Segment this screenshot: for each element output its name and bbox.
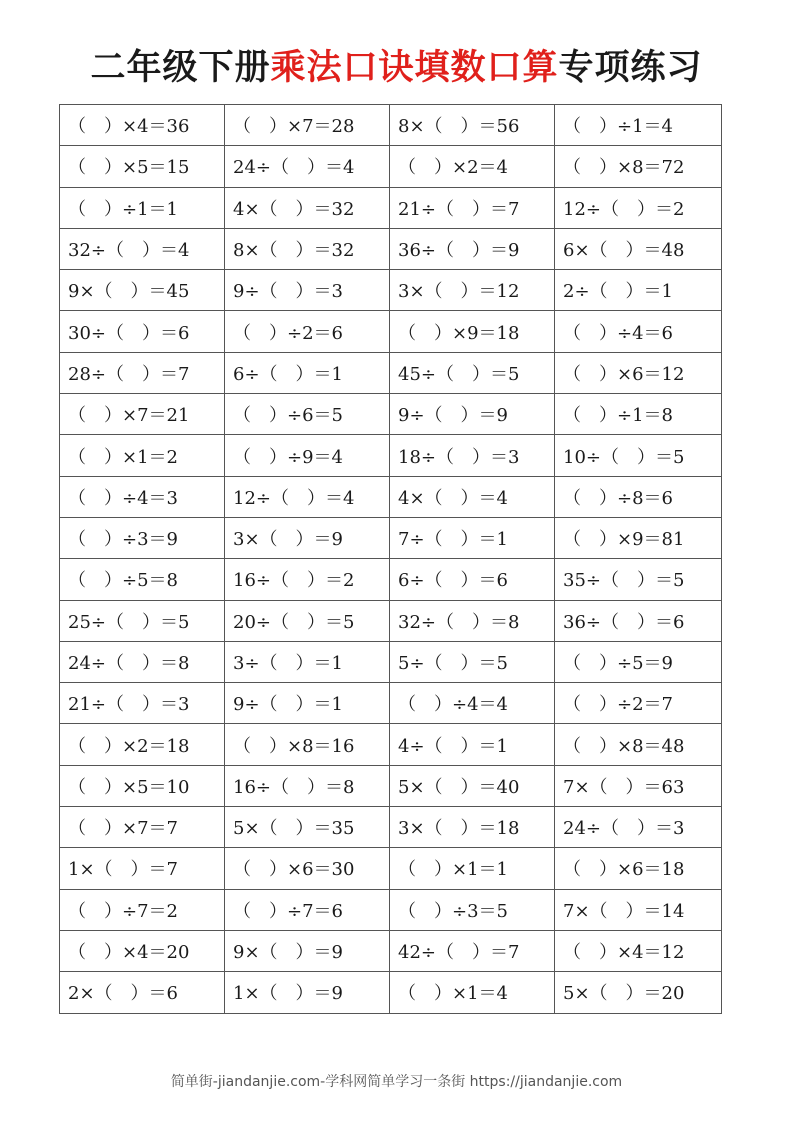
exercise-cell: 3×（ ）＝18 bbox=[390, 807, 555, 848]
exercise-cell: 7×（ ）＝14 bbox=[555, 889, 722, 930]
exercise-cell: 18÷（ ）＝3 bbox=[390, 435, 555, 476]
table-row bbox=[60, 187, 722, 228]
table-row bbox=[60, 311, 722, 352]
exercise-cell: 30÷（ ）＝6 bbox=[60, 311, 225, 352]
exercise-cell: 3×（ ）＝12 bbox=[390, 270, 555, 311]
table-row bbox=[60, 930, 722, 971]
table-row bbox=[60, 476, 722, 517]
table-row bbox=[60, 889, 722, 930]
table-row bbox=[60, 600, 722, 641]
exercise-cell: （ ）÷5＝8 bbox=[60, 559, 225, 600]
table-row bbox=[60, 683, 722, 724]
exercise-cell: （ ）÷2＝6 bbox=[225, 311, 390, 352]
table-row bbox=[60, 228, 722, 269]
exercise-cell: 28÷（ ）＝7 bbox=[60, 352, 225, 393]
exercise-cell: 21÷（ ）＝7 bbox=[390, 187, 555, 228]
exercise-cell: （ ）×7＝7 bbox=[60, 807, 225, 848]
exercise-cell: （ ）×2＝4 bbox=[390, 146, 555, 187]
exercise-cell: 36÷（ ）＝9 bbox=[390, 228, 555, 269]
exercise-cell: 9÷（ ）＝1 bbox=[225, 683, 390, 724]
exercise-cell: 7×（ ）＝63 bbox=[555, 765, 722, 806]
exercise-cell: 4×（ ）＝32 bbox=[225, 187, 390, 228]
exercise-cell: 16÷（ ）＝2 bbox=[225, 559, 390, 600]
exercise-cell: （ ）×6＝18 bbox=[555, 848, 722, 889]
exercise-cell: 32÷（ ）＝8 bbox=[390, 600, 555, 641]
exercise-cell: 5×（ ）＝20 bbox=[555, 972, 722, 1013]
exercise-cell: 6÷（ ）＝6 bbox=[390, 559, 555, 600]
table-row bbox=[60, 517, 722, 558]
exercise-cell: 1×（ ）＝9 bbox=[225, 972, 390, 1013]
exercise-cell: 8×（ ）＝32 bbox=[225, 228, 390, 269]
exercise-cell: （ ）÷8＝6 bbox=[555, 476, 722, 517]
exercise-cell: （ ）×6＝30 bbox=[225, 848, 390, 889]
exercise-cell: （ ）×5＝10 bbox=[60, 765, 225, 806]
exercise-cell: （ ）÷4＝6 bbox=[555, 311, 722, 352]
exercise-cell: （ ）×1＝4 bbox=[390, 972, 555, 1013]
exercise-cell: （ ）÷1＝8 bbox=[555, 394, 722, 435]
exercise-cell: （ ）×4＝12 bbox=[555, 930, 722, 971]
exercise-cell: （ ）÷7＝2 bbox=[60, 889, 225, 930]
exercise-cell: （ ）÷3＝9 bbox=[60, 517, 225, 558]
exercise-cell: （ ）×8＝72 bbox=[555, 146, 722, 187]
exercise-cell: （ ）÷3＝5 bbox=[390, 889, 555, 930]
exercise-cell: 1×（ ）＝7 bbox=[60, 848, 225, 889]
exercise-cell: 2×（ ）＝6 bbox=[60, 972, 225, 1013]
table-row bbox=[60, 972, 722, 1013]
table-row bbox=[60, 435, 722, 476]
exercise-cell: 24÷（ ）＝4 bbox=[225, 146, 390, 187]
exercise-cell: 12÷（ ）＝2 bbox=[555, 187, 722, 228]
page-title bbox=[0, 40, 793, 90]
exercise-cell: （ ）×7＝21 bbox=[60, 394, 225, 435]
exercise-cell: （ ）×9＝18 bbox=[390, 311, 555, 352]
exercise-cell: 12÷（ ）＝4 bbox=[225, 476, 390, 517]
exercise-cell: （ ）÷6＝5 bbox=[225, 394, 390, 435]
exercise-cell: 45÷（ ）＝5 bbox=[390, 352, 555, 393]
table-row bbox=[60, 724, 722, 765]
exercise-cell: 25÷（ ）＝5 bbox=[60, 600, 225, 641]
exercise-cell: 9÷（ ）＝9 bbox=[390, 394, 555, 435]
exercise-cell: 4×（ ）＝4 bbox=[390, 476, 555, 517]
exercise-cell: （ ）×7＝28 bbox=[225, 105, 390, 146]
exercise-cell: 5×（ ）＝40 bbox=[390, 765, 555, 806]
exercise-cell: 7÷（ ）＝1 bbox=[390, 517, 555, 558]
exercise-cell: 35÷（ ）＝5 bbox=[555, 559, 722, 600]
exercise-cell: （ ）÷1＝4 bbox=[555, 105, 722, 146]
exercise-cell: 5×（ ）＝35 bbox=[225, 807, 390, 848]
exercise-table-body bbox=[60, 105, 722, 1014]
exercise-cell: （ ）÷1＝1 bbox=[60, 187, 225, 228]
table-row bbox=[60, 352, 722, 393]
exercise-cell: （ ）×1＝2 bbox=[60, 435, 225, 476]
table-row bbox=[60, 559, 722, 600]
exercise-cell: 5÷（ ）＝5 bbox=[390, 641, 555, 682]
table-row bbox=[60, 146, 722, 187]
exercise-cell: （ ）×2＝18 bbox=[60, 724, 225, 765]
exercise-cell: 6÷（ ）＝1 bbox=[225, 352, 390, 393]
exercise-cell: 8×（ ）＝56 bbox=[390, 105, 555, 146]
exercise-cell: 36÷（ ）＝6 bbox=[555, 600, 722, 641]
exercise-cell: （ ）÷5＝9 bbox=[555, 641, 722, 682]
table-row bbox=[60, 105, 722, 146]
exercise-cell: （ ）÷7＝6 bbox=[225, 889, 390, 930]
exercise-cell: 9÷（ ）＝3 bbox=[225, 270, 390, 311]
exercise-cell: 42÷（ ）＝7 bbox=[390, 930, 555, 971]
table-row bbox=[60, 848, 722, 889]
exercise-cell: 9×（ ）＝9 bbox=[225, 930, 390, 971]
exercise-cell: （ ）×1＝1 bbox=[390, 848, 555, 889]
exercise-cell: （ ）÷4＝3 bbox=[60, 476, 225, 517]
exercise-cell: 9×（ ）＝45 bbox=[60, 270, 225, 311]
title-part-grade: 二年级下册 bbox=[90, 48, 271, 88]
exercise-cell: 16÷（ ）＝8 bbox=[225, 765, 390, 806]
exercise-cell: （ ）×6＝12 bbox=[555, 352, 722, 393]
exercise-cell: 32÷（ ）＝4 bbox=[60, 228, 225, 269]
exercise-cell: （ ）÷9＝4 bbox=[225, 435, 390, 476]
exercise-cell: 4÷（ ）＝1 bbox=[390, 724, 555, 765]
exercise-cell: （ ）÷4＝4 bbox=[390, 683, 555, 724]
exercise-cell: 3×（ ）＝9 bbox=[225, 517, 390, 558]
exercise-cell: 21÷（ ）＝3 bbox=[60, 683, 225, 724]
footer-source: 简单街-jiandanjie.com-学科网简单学习一条街 https://jiandanjie.com bbox=[170, 1074, 623, 1090]
exercise-cell: 24÷（ ）＝8 bbox=[60, 641, 225, 682]
exercise-cell: （ ）×8＝48 bbox=[555, 724, 722, 765]
exercise-cell: （ ）×9＝81 bbox=[555, 517, 722, 558]
exercise-cell: （ ）×5＝15 bbox=[60, 146, 225, 187]
exercise-cell: 10÷（ ）＝5 bbox=[555, 435, 722, 476]
table-row bbox=[60, 641, 722, 682]
exercise-cell: （ ）×4＝20 bbox=[60, 930, 225, 971]
exercise-cell: （ ）×8＝16 bbox=[225, 724, 390, 765]
exercise-cell: 3÷（ ）＝1 bbox=[225, 641, 390, 682]
exercise-cell: （ ）÷2＝7 bbox=[555, 683, 722, 724]
title-part-practice: 专项练习 bbox=[558, 48, 703, 88]
exercise-table bbox=[59, 104, 722, 1014]
table-row bbox=[60, 765, 722, 806]
exercise-cell: 2÷（ ）＝1 bbox=[555, 270, 722, 311]
title-part-topic: 乘法口诀填数口算 bbox=[270, 48, 559, 88]
exercise-cell: （ ）×4＝36 bbox=[60, 105, 225, 146]
table-row bbox=[60, 807, 722, 848]
table-row bbox=[60, 270, 722, 311]
exercise-cell: 24÷（ ）＝3 bbox=[555, 807, 722, 848]
table-row bbox=[60, 394, 722, 435]
exercise-cell: 6×（ ）＝48 bbox=[555, 228, 722, 269]
exercise-cell: 20÷（ ）＝5 bbox=[225, 600, 390, 641]
